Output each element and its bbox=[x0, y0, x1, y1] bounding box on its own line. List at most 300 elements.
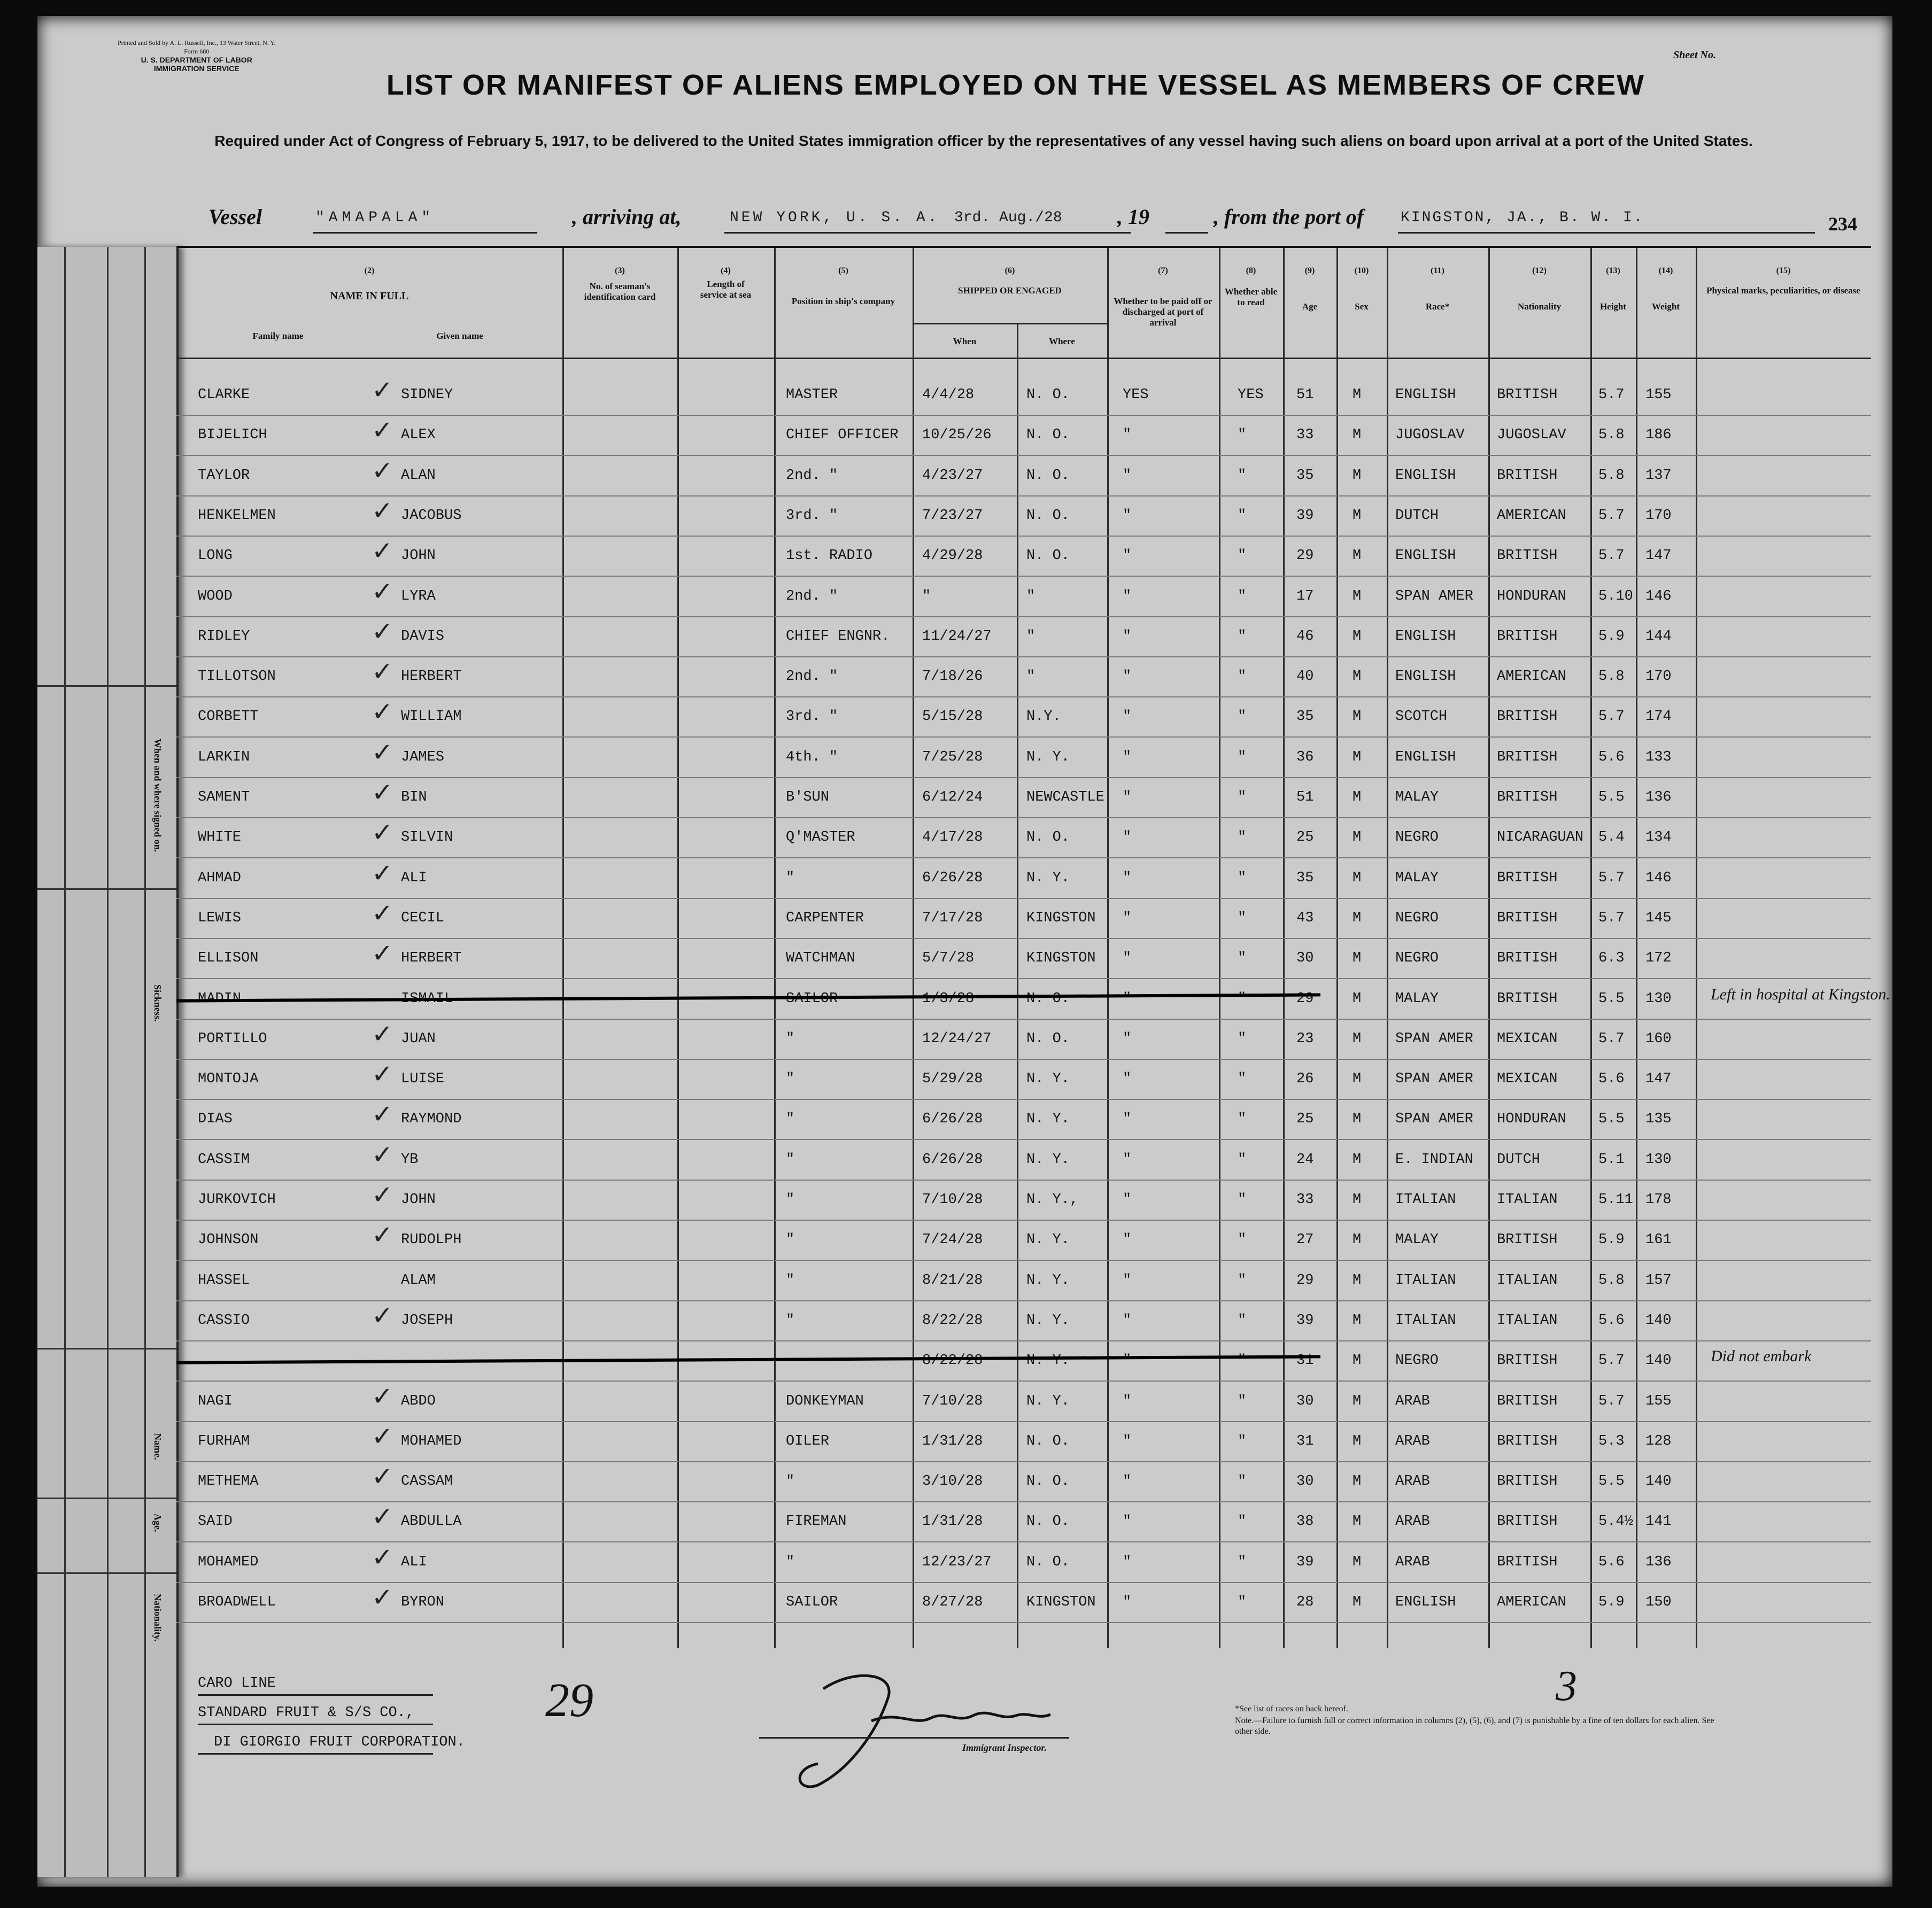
row-height: 5.8 bbox=[1598, 427, 1625, 444]
footer-rule bbox=[198, 1753, 433, 1755]
row-where: N. Y. bbox=[1026, 1232, 1070, 1248]
row-read: " bbox=[1238, 1433, 1247, 1449]
row-paid: " bbox=[1123, 1071, 1132, 1088]
row-race: DUTCH bbox=[1395, 507, 1439, 524]
row-height: 6.3 bbox=[1598, 950, 1625, 967]
row-position: " bbox=[786, 1151, 795, 1168]
check-mark-icon: ✓ bbox=[372, 1583, 393, 1612]
row-height: 5.7 bbox=[1598, 1393, 1625, 1409]
check-mark-icon: ✓ bbox=[372, 616, 393, 647]
row-race: MALAY bbox=[1395, 789, 1439, 805]
strike-through-line bbox=[176, 993, 1320, 1002]
row-paid: " bbox=[1123, 709, 1132, 725]
row-weight: 141 bbox=[1645, 1514, 1672, 1530]
row-read: " bbox=[1238, 1353, 1247, 1369]
row-height: 5.6 bbox=[1598, 1554, 1625, 1570]
row-sex: M bbox=[1353, 588, 1362, 604]
row-rule bbox=[176, 1380, 1871, 1382]
row-position: 3rd. " bbox=[786, 709, 838, 725]
row-nationality: HONDURAN bbox=[1497, 1111, 1566, 1128]
row-family: METHEMA bbox=[198, 1473, 259, 1490]
row-family: JOHNSON bbox=[198, 1232, 259, 1248]
row-age: 25 bbox=[1296, 1111, 1314, 1128]
department-name: U. S. DEPARTMENT OF LABOR bbox=[141, 56, 252, 64]
row-paid: " bbox=[1123, 548, 1132, 564]
row-age: 40 bbox=[1296, 669, 1314, 685]
row-sex: M bbox=[1353, 749, 1362, 765]
row-paid: " bbox=[1123, 427, 1132, 444]
manifest-subtitle: Required under Act of Congress of February 5, 1917, to be delivered to the United States immigration officer by the representatives of any vessel having such aliens on board upon arrival at a port of the United States. bbox=[214, 133, 1753, 149]
row-paid: " bbox=[1123, 1030, 1132, 1047]
row-given: HERBERT bbox=[401, 950, 462, 967]
row-weight: 128 bbox=[1645, 1433, 1672, 1449]
row-read: " bbox=[1238, 669, 1247, 685]
row-family: LONG bbox=[198, 548, 233, 564]
row-race: SPAN AMER bbox=[1395, 1030, 1473, 1047]
row-given: BIN bbox=[401, 789, 427, 805]
row-when: 7/24/28 bbox=[922, 1232, 983, 1248]
row-race: ITALIAN bbox=[1395, 1192, 1456, 1208]
header-name-in-full: NAME IN FULL bbox=[330, 290, 409, 302]
row-rule bbox=[176, 576, 1871, 577]
column-number: (7) bbox=[1158, 266, 1168, 275]
row-weight: 136 bbox=[1645, 789, 1672, 805]
row-sex: M bbox=[1353, 1554, 1362, 1570]
row-read: " bbox=[1238, 1272, 1247, 1289]
row-weight: 178 bbox=[1645, 1192, 1672, 1208]
row-read: " bbox=[1238, 990, 1247, 1007]
row-sex: M bbox=[1353, 1071, 1362, 1088]
row-weight: 174 bbox=[1645, 709, 1672, 725]
row-family: BROADWELL bbox=[198, 1594, 276, 1610]
row-race: ENGLISH bbox=[1395, 467, 1456, 484]
column-rule bbox=[1488, 248, 1490, 1648]
row-when: 12/24/27 bbox=[922, 1030, 992, 1047]
row-race: ENGLISH bbox=[1395, 1594, 1456, 1610]
row-where: KINGSTON bbox=[1026, 950, 1096, 967]
row-age: 27 bbox=[1296, 1232, 1314, 1248]
row-sex: M bbox=[1353, 1232, 1362, 1248]
company-line-3: DI GIORGIO FRUIT CORPORATION. bbox=[214, 1734, 465, 1750]
header-where: Where bbox=[1049, 336, 1075, 346]
check-mark-icon: ✓ bbox=[372, 697, 393, 727]
row-when: 4/23/27 bbox=[922, 467, 983, 484]
row-height: 5.7 bbox=[1598, 507, 1625, 524]
column-number: (14) bbox=[1658, 266, 1673, 275]
header-rule bbox=[913, 323, 1107, 324]
row-nationality: BRITISH bbox=[1497, 548, 1558, 564]
row-age: 43 bbox=[1296, 910, 1314, 926]
column-rule bbox=[677, 248, 679, 1648]
row-read: " bbox=[1238, 1192, 1247, 1208]
from-port: KINGSTON, JA., B. W. I. bbox=[1401, 210, 1644, 226]
check-mark-icon: ✓ bbox=[372, 1059, 393, 1090]
row-when: 5/15/28 bbox=[922, 709, 983, 725]
row-paid: " bbox=[1123, 870, 1132, 886]
stub-rule bbox=[37, 1572, 176, 1574]
row-rule bbox=[176, 495, 1871, 497]
row-given: ISMAIL bbox=[401, 990, 453, 1007]
row-age: 39 bbox=[1296, 507, 1314, 524]
row-family: TILLOTSON bbox=[198, 669, 276, 685]
row-where: N. O. bbox=[1026, 1473, 1070, 1490]
row-weight: 140 bbox=[1645, 1353, 1672, 1369]
row-remark: Left in hospital at Kingston. bbox=[1711, 985, 1890, 1003]
row-when: " bbox=[922, 588, 931, 604]
row-position: CHIEF OFFICER bbox=[786, 427, 899, 444]
row-given: ALEX bbox=[401, 427, 436, 444]
header-paid-off: Whether to be paid off or discharged at port of arrival bbox=[1114, 296, 1212, 328]
row-where: " bbox=[1026, 588, 1035, 604]
row-race: ENGLISH bbox=[1395, 628, 1456, 645]
row-race: ARAB bbox=[1395, 1473, 1430, 1490]
row-where: N. O. bbox=[1026, 1433, 1070, 1449]
row-height: 5.7 bbox=[1598, 1030, 1625, 1047]
row-rule bbox=[176, 817, 1871, 818]
row-race: NEGRO bbox=[1395, 910, 1439, 926]
row-height: 5.8 bbox=[1598, 467, 1625, 484]
row-nationality: BRITISH bbox=[1497, 1473, 1558, 1490]
row-rule bbox=[176, 1220, 1871, 1221]
row-paid: " bbox=[1123, 1111, 1132, 1128]
row-position: 2nd. " bbox=[786, 669, 838, 685]
row-weight: 140 bbox=[1645, 1312, 1672, 1329]
row-when: 1/31/28 bbox=[922, 1433, 983, 1449]
row-paid: " bbox=[1123, 1433, 1132, 1449]
row-read: " bbox=[1238, 749, 1247, 765]
stub-label-name: Name. bbox=[152, 1433, 163, 1460]
row-age: 33 bbox=[1296, 427, 1314, 444]
row-height: 5.5 bbox=[1598, 990, 1625, 1007]
row-given: SIDNEY bbox=[401, 387, 453, 403]
row-nationality: JUGOSLAV bbox=[1497, 427, 1566, 444]
row-position: " bbox=[786, 1030, 795, 1047]
row-given: JOSEPH bbox=[401, 1312, 453, 1329]
row-where: " bbox=[1026, 628, 1035, 645]
row-age: 35 bbox=[1296, 870, 1314, 886]
row-rule bbox=[176, 1421, 1871, 1422]
row-race: ARAB bbox=[1395, 1554, 1430, 1570]
row-where: N. O. bbox=[1026, 1514, 1070, 1530]
row-age: 28 bbox=[1296, 1594, 1314, 1610]
row-sex: M bbox=[1353, 829, 1362, 846]
column-rule bbox=[1283, 248, 1285, 1648]
row-age: 39 bbox=[1296, 1312, 1314, 1329]
manifest-title: LIST OR MANIFEST OF ALIENS EMPLOYED ON THE VESSEL AS MEMBERS OF CREW bbox=[386, 69, 1645, 101]
row-nationality: BRITISH bbox=[1497, 1554, 1558, 1570]
check-mark-icon: ✓ bbox=[372, 1542, 393, 1572]
row-given: CECIL bbox=[401, 910, 445, 926]
year-line bbox=[1165, 232, 1208, 234]
header-length-service: Length of service at sea bbox=[700, 279, 752, 300]
row-paid: " bbox=[1123, 1312, 1132, 1329]
row-race: NEGRO bbox=[1395, 1353, 1439, 1369]
row-read: " bbox=[1238, 1030, 1247, 1047]
row-family: CLARKE bbox=[198, 387, 250, 403]
row-given: LUISE bbox=[401, 1071, 445, 1088]
printer-line: Printed and Sold by A. L. Russell, Inc., 13 Water Street, N. Y. bbox=[118, 39, 276, 46]
row-position: DONKEYMAN bbox=[786, 1393, 864, 1409]
row-race: E. INDIAN bbox=[1395, 1151, 1473, 1168]
page-number: 234 bbox=[1828, 213, 1857, 235]
column-number: (2) bbox=[364, 266, 375, 275]
row-paid: " bbox=[1123, 789, 1132, 805]
row-read: " bbox=[1238, 1393, 1247, 1409]
row-read: " bbox=[1238, 1312, 1247, 1329]
row-given: JOHN bbox=[401, 548, 436, 564]
row-nationality: BRITISH bbox=[1497, 467, 1558, 484]
arriving-line bbox=[724, 232, 1131, 234]
row-paid: " bbox=[1123, 1473, 1132, 1490]
row-when: 7/10/28 bbox=[922, 1393, 983, 1409]
row-where: " bbox=[1026, 669, 1035, 685]
header-able-read: Whether able to read bbox=[1224, 286, 1278, 307]
row-rule bbox=[176, 1300, 1871, 1301]
row-remark: Did not embark bbox=[1711, 1347, 1812, 1366]
row-nationality: ITALIAN bbox=[1497, 1312, 1558, 1329]
row-paid: " bbox=[1123, 1151, 1132, 1168]
from-port-line bbox=[1398, 232, 1815, 234]
row-nationality: ITALIAN bbox=[1497, 1192, 1558, 1208]
row-given: WILLIAM bbox=[401, 709, 462, 725]
row-height: 5.7 bbox=[1598, 709, 1625, 725]
row-rule bbox=[176, 857, 1871, 858]
check-mark-icon: ✓ bbox=[372, 536, 393, 567]
row-where: N. O. bbox=[1026, 548, 1070, 564]
row-rule bbox=[176, 1582, 1871, 1583]
row-age: 38 bbox=[1296, 1514, 1314, 1530]
row-rule bbox=[176, 1541, 1871, 1542]
column-number: (4) bbox=[721, 266, 731, 275]
check-mark-icon: ✓ bbox=[372, 1180, 393, 1210]
footer-rule bbox=[198, 1724, 433, 1725]
handwritten-three: 3 bbox=[1556, 1663, 1577, 1710]
row-rule bbox=[176, 1461, 1871, 1462]
row-sex: M bbox=[1353, 1192, 1362, 1208]
row-position: WATCHMAN bbox=[786, 950, 855, 967]
row-age: 26 bbox=[1296, 1071, 1314, 1088]
row-position: " bbox=[786, 1071, 795, 1088]
row-rule bbox=[176, 938, 1871, 939]
row-given: RAYMOND bbox=[401, 1111, 462, 1128]
row-weight: 130 bbox=[1645, 1151, 1672, 1168]
row-race: SPAN AMER bbox=[1395, 1071, 1473, 1088]
row-height: 5.8 bbox=[1598, 669, 1625, 685]
row-paid: " bbox=[1123, 669, 1132, 685]
row-nationality: BRITISH bbox=[1497, 1353, 1558, 1369]
row-rule bbox=[176, 978, 1871, 979]
row-position: B'SUN bbox=[786, 789, 830, 805]
row-age: 29 bbox=[1296, 548, 1314, 564]
row-rule bbox=[176, 898, 1871, 899]
row-rule bbox=[176, 1501, 1871, 1502]
row-family: MOHAMED bbox=[198, 1554, 259, 1570]
check-mark-icon: ✓ bbox=[372, 1099, 393, 1130]
row-sex: M bbox=[1353, 950, 1362, 967]
column-number: (13) bbox=[1606, 266, 1620, 275]
column-rule bbox=[1590, 248, 1592, 1648]
row-sex: M bbox=[1353, 1030, 1362, 1047]
row-family: SAMENT bbox=[198, 789, 250, 805]
row-nationality: MEXICAN bbox=[1497, 1030, 1558, 1047]
column-number: (15) bbox=[1776, 266, 1791, 275]
row-given: ALI bbox=[401, 870, 427, 886]
check-mark-icon: ✓ bbox=[372, 1019, 393, 1049]
header-rule bbox=[176, 358, 1871, 359]
row-weight: 157 bbox=[1645, 1272, 1672, 1289]
column-rule bbox=[1636, 248, 1637, 1648]
year-label: , 19 bbox=[1117, 205, 1149, 229]
check-mark-icon: ✓ bbox=[372, 1139, 393, 1170]
row-read: " bbox=[1238, 1071, 1247, 1088]
fine-footnote: Note.—Failure to furnish full or correct information in columns (2), (5), (6), and (7) is punishable by a fine of ten dollars for each alien. See other side. bbox=[1235, 1716, 1714, 1736]
stub-rule bbox=[37, 685, 176, 687]
row-when: 7/17/28 bbox=[922, 910, 983, 926]
row-paid: " bbox=[1123, 467, 1132, 484]
row-when: 8/22/28 bbox=[922, 1312, 983, 1329]
row-nationality: BRITISH bbox=[1497, 709, 1558, 725]
row-when: 5/7/28 bbox=[922, 950, 975, 967]
row-position: " bbox=[786, 1473, 795, 1490]
row-sex: M bbox=[1353, 1473, 1362, 1490]
arriving-port: NEW YORK, U. S. A. bbox=[730, 210, 940, 226]
row-nationality: BRITISH bbox=[1497, 1433, 1558, 1449]
column-number: (11) bbox=[1431, 266, 1444, 275]
row-race: ARAB bbox=[1395, 1393, 1430, 1409]
vessel-name: "AMAPALA" bbox=[315, 210, 435, 226]
check-mark-icon: ✓ bbox=[372, 1381, 393, 1411]
row-weight: 145 bbox=[1645, 910, 1672, 926]
row-given: SILVIN bbox=[401, 829, 453, 846]
row-position: " bbox=[786, 1312, 795, 1329]
row-height: 5.9 bbox=[1598, 628, 1625, 645]
row-where: N. Y., bbox=[1026, 1192, 1079, 1208]
header-physical: Physical marks, peculiarities, or disease bbox=[1706, 285, 1860, 296]
row-family: BIJELICH bbox=[198, 427, 267, 444]
row-given: JOHN bbox=[401, 1192, 436, 1208]
row-height: 5.4 bbox=[1598, 829, 1625, 846]
row-given: ABDULLA bbox=[401, 1514, 462, 1530]
check-mark-icon: ✓ bbox=[372, 737, 393, 767]
arrival-date: 3rd. Aug./28 bbox=[954, 210, 1062, 226]
row-race: JUGOSLAV bbox=[1395, 427, 1465, 444]
row-position: " bbox=[786, 1554, 795, 1570]
row-age: 29 bbox=[1296, 990, 1314, 1007]
row-where: N. Y. bbox=[1026, 1393, 1070, 1409]
company-line-2: STANDARD FRUIT & S/S CO., bbox=[198, 1705, 415, 1721]
row-when: 6/26/28 bbox=[922, 1111, 983, 1128]
row-given: LYRA bbox=[401, 588, 436, 604]
row-weight: 146 bbox=[1645, 588, 1672, 604]
row-position: OILER bbox=[786, 1433, 830, 1449]
row-nationality: BRITISH bbox=[1497, 628, 1558, 645]
row-where: N. Y. bbox=[1026, 1151, 1070, 1168]
row-where: N. Y. bbox=[1026, 749, 1070, 765]
row-family: CASSIO bbox=[198, 1312, 250, 1329]
row-position: 2nd. " bbox=[786, 467, 838, 484]
row-family: ELLISON bbox=[198, 950, 259, 967]
row-when: 7/23/27 bbox=[922, 507, 983, 524]
stub-rule bbox=[107, 247, 109, 1877]
row-paid: " bbox=[1123, 1192, 1132, 1208]
row-read: YES bbox=[1238, 387, 1264, 403]
row-where: N. O. bbox=[1026, 507, 1070, 524]
row-when: 10/25/26 bbox=[922, 427, 992, 444]
row-where: N. Y. bbox=[1026, 870, 1070, 886]
header-family-name: Family name bbox=[252, 331, 304, 341]
row-sex: M bbox=[1353, 1111, 1362, 1128]
row-height: 5.9 bbox=[1598, 1232, 1625, 1248]
company-line-1: CARO LINE bbox=[198, 1676, 276, 1692]
row-weight: 150 bbox=[1645, 1594, 1672, 1610]
row-sex: M bbox=[1353, 1272, 1362, 1289]
row-paid: " bbox=[1123, 1393, 1132, 1409]
row-paid: " bbox=[1123, 829, 1132, 846]
row-weight: 186 bbox=[1645, 427, 1672, 444]
row-family: AHMAD bbox=[198, 870, 242, 886]
row-weight: 161 bbox=[1645, 1232, 1672, 1248]
row-where: KINGSTON bbox=[1026, 1594, 1096, 1610]
check-mark-icon: ✓ bbox=[372, 495, 393, 526]
row-position: 1st. RADIO bbox=[786, 548, 873, 564]
row-position: " bbox=[786, 1111, 795, 1128]
row-when: 1/3/28 bbox=[922, 990, 975, 1007]
row-family: CASSIM bbox=[198, 1151, 250, 1168]
check-mark-icon: ✓ bbox=[372, 1462, 393, 1492]
row-age: 23 bbox=[1296, 1030, 1314, 1047]
row-paid: " bbox=[1123, 1272, 1132, 1289]
row-read: " bbox=[1238, 870, 1247, 886]
check-mark-icon: ✓ bbox=[372, 818, 393, 848]
row-given: JACOBUS bbox=[401, 507, 462, 524]
row-race: ARAB bbox=[1395, 1514, 1430, 1530]
row-family: FURHAM bbox=[198, 1433, 250, 1449]
stub-rule bbox=[37, 1498, 176, 1499]
row-sex: M bbox=[1353, 990, 1362, 1007]
row-read: " bbox=[1238, 910, 1247, 926]
row-paid: " bbox=[1123, 1353, 1132, 1369]
row-where: N. O. bbox=[1026, 829, 1070, 846]
row-given: CASSAM bbox=[401, 1473, 453, 1490]
row-weight: 133 bbox=[1645, 749, 1672, 765]
row-sex: M bbox=[1353, 1151, 1362, 1168]
row-height: 5.4½ bbox=[1598, 1514, 1633, 1530]
header-age: Age bbox=[1302, 301, 1318, 312]
row-family: RIDLEY bbox=[198, 628, 250, 645]
row-age: 35 bbox=[1296, 467, 1314, 484]
row-when: 4/29/28 bbox=[922, 548, 983, 564]
footer-rule bbox=[198, 1694, 433, 1696]
row-rule bbox=[176, 777, 1871, 778]
header-race: Race* bbox=[1425, 301, 1450, 312]
row-where: N. Y. bbox=[1026, 1312, 1070, 1329]
row-nationality: HONDURAN bbox=[1497, 588, 1566, 604]
column-rule bbox=[774, 248, 776, 1648]
inspector-signature bbox=[759, 1662, 1058, 1801]
row-age: 29 bbox=[1296, 1272, 1314, 1289]
row-rule bbox=[176, 696, 1871, 697]
row-where: N. O. bbox=[1026, 1554, 1070, 1570]
row-nationality: AMERICAN bbox=[1497, 507, 1566, 524]
row-read: " bbox=[1238, 588, 1247, 604]
row-position: Q'MASTER bbox=[786, 829, 855, 846]
row-family: DIAS bbox=[198, 1111, 233, 1128]
row-sex: M bbox=[1353, 387, 1362, 403]
row-family: CORBETT bbox=[198, 709, 259, 725]
row-age: 33 bbox=[1296, 1192, 1314, 1208]
row-age: 31 bbox=[1296, 1353, 1314, 1369]
row-where: N.Y. bbox=[1026, 709, 1061, 725]
